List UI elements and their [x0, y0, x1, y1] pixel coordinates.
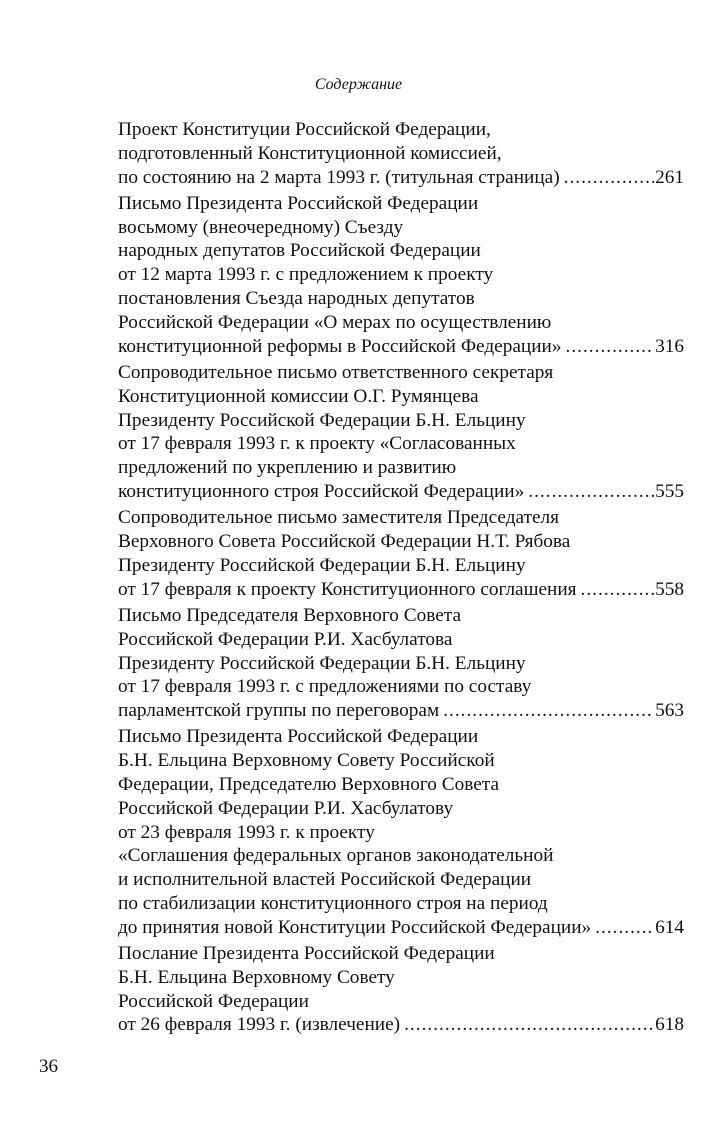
toc-page-number: 261	[655, 166, 684, 188]
dot-leader	[595, 916, 654, 940]
toc-entry-last-line	[118, 335, 684, 359]
toc-entry-line: конституционной реформы в Российской Федерации»	[118, 335, 562, 357]
toc-entry-line: от 26 февраля 1993 г. (извлечение)	[118, 1014, 401, 1036]
toc-entry-last-line	[118, 166, 684, 190]
toc-page-number: 614	[655, 916, 684, 938]
toc-page-number: 618	[655, 1014, 684, 1036]
toc-entry-line: Федерации, Председателю Верховного Совета	[118, 774, 500, 796]
toc-entry-last-line	[118, 916, 684, 940]
dot-leader	[528, 480, 654, 504]
toc-entry	[118, 361, 684, 504]
toc-entry-line: по стабилизации конституционного строя на период	[118, 893, 548, 914]
toc-entry-line: Б.Н. Ельцина Верховному Совету	[118, 966, 395, 988]
running-header: Содержание	[314, 76, 403, 93]
toc-entry-line: от 17 февраля 1993 г. к проекту «Согласованных	[118, 433, 516, 455]
toc-entry-line: до принятия новой Конституции Российской Федерации»	[118, 916, 592, 938]
toc-entry-line: Письмо Президента Российской Федерации	[118, 192, 479, 214]
toc-entry-line: Президенту Российской Федерации Б.Н. Ельцину	[118, 409, 526, 431]
toc-entry-line: парламентской группы по переговорам	[118, 700, 440, 722]
dot-leader	[581, 578, 655, 602]
toc-entry-line: предложений по укреплению и развитию	[118, 457, 457, 479]
toc-entry-line: и исполнительной властей Российской Федерации	[118, 869, 532, 891]
toc-entry-last-line	[118, 699, 684, 723]
toc-entry-line: подготовленный Конституционной комиссией,	[118, 142, 502, 164]
toc-entry	[118, 725, 684, 939]
toc-entry	[118, 942, 684, 1037]
toc-entry	[118, 506, 684, 601]
toc-entry-line: восьмому (внеочередному) Съезду	[118, 216, 404, 238]
toc-entry-line: от 23 февраля 1993 г. к проекту	[118, 821, 375, 843]
toc-entry-line: по состоянию на 2 марта 1993 г. (титульная страница)	[118, 166, 560, 188]
toc-entry-line: от 17 февраля 1993 г. с предложениями по составу	[118, 676, 532, 698]
toc-entry-line: Проект Конституции Российской Федерации,	[118, 119, 491, 140]
dot-leader	[564, 166, 654, 190]
toc-entry-line: Письмо Председателя Верховного Совета	[118, 604, 462, 626]
toc-entry-line: Российской Федерации «О мерах по осуществлению	[118, 311, 552, 333]
toc-entry-line: конституционного строя Российской Федерации»	[118, 480, 525, 502]
toc-entry-last-line	[118, 480, 684, 504]
toc-entry-line: Письмо Президента Российской Федерации	[118, 726, 479, 748]
toc-entry-line: Б.Н. Ельцина Верховному Совету Российской	[118, 750, 495, 772]
toc-page-number: 555	[655, 480, 684, 502]
toc-entry-line: Российской Федерации	[118, 990, 309, 1012]
toc-page-number: 563	[655, 700, 684, 722]
toc-entry-line: Сопроводительное письмо заместителя Председателя	[118, 507, 560, 529]
toc-entry-line: постановления Съезда народных депутатов	[118, 288, 475, 310]
toc-entry-last-line	[118, 1013, 684, 1037]
toc-entry-line: от 17 февраля к проекту Конституционного соглашения	[118, 578, 577, 600]
page-number: 36	[39, 1056, 58, 1077]
toc-entry-line: Российской Федерации Р.И. Хасбулатову	[118, 797, 454, 819]
dot-leader	[404, 1013, 654, 1037]
toc-entry-last-line	[118, 578, 684, 602]
toc-entry-line: Верховного Совета Российской Федерации Н.Т. Рябова	[118, 531, 571, 553]
toc-entry-line: от 12 марта 1993 г. с предложением к проекту	[118, 264, 494, 286]
toc-entry-line: Конституционной комиссии О.Г. Румянцева	[118, 385, 479, 407]
toc-entry	[118, 604, 684, 723]
toc-entry-line: Президенту Российской Федерации Б.Н. Ельцину	[118, 554, 526, 576]
toc-entry	[118, 118, 684, 189]
toc-entry-line: Президенту Российской Федерации Б.Н. Ельцину	[118, 652, 526, 674]
toc-entry-line: народных депутатов Российской Федерации	[118, 240, 481, 262]
toc-entry	[118, 192, 684, 359]
toc-entry-line: Сопроводительное письмо ответственного секретаря	[118, 361, 554, 383]
toc-entry-line: Российской Федерации Р.И. Хасбулатова	[118, 628, 453, 650]
toc-page-number: 558	[655, 578, 684, 600]
toc-entry-line: «Соглашения федеральных органов законодательной	[118, 845, 554, 867]
toc-entry-line: Послание Президента Российской Федерации	[118, 943, 495, 965]
dot-leader	[566, 335, 655, 359]
dot-leader	[443, 699, 654, 723]
toc-page-number: 316	[655, 335, 684, 357]
table-of-contents	[118, 118, 684, 1040]
